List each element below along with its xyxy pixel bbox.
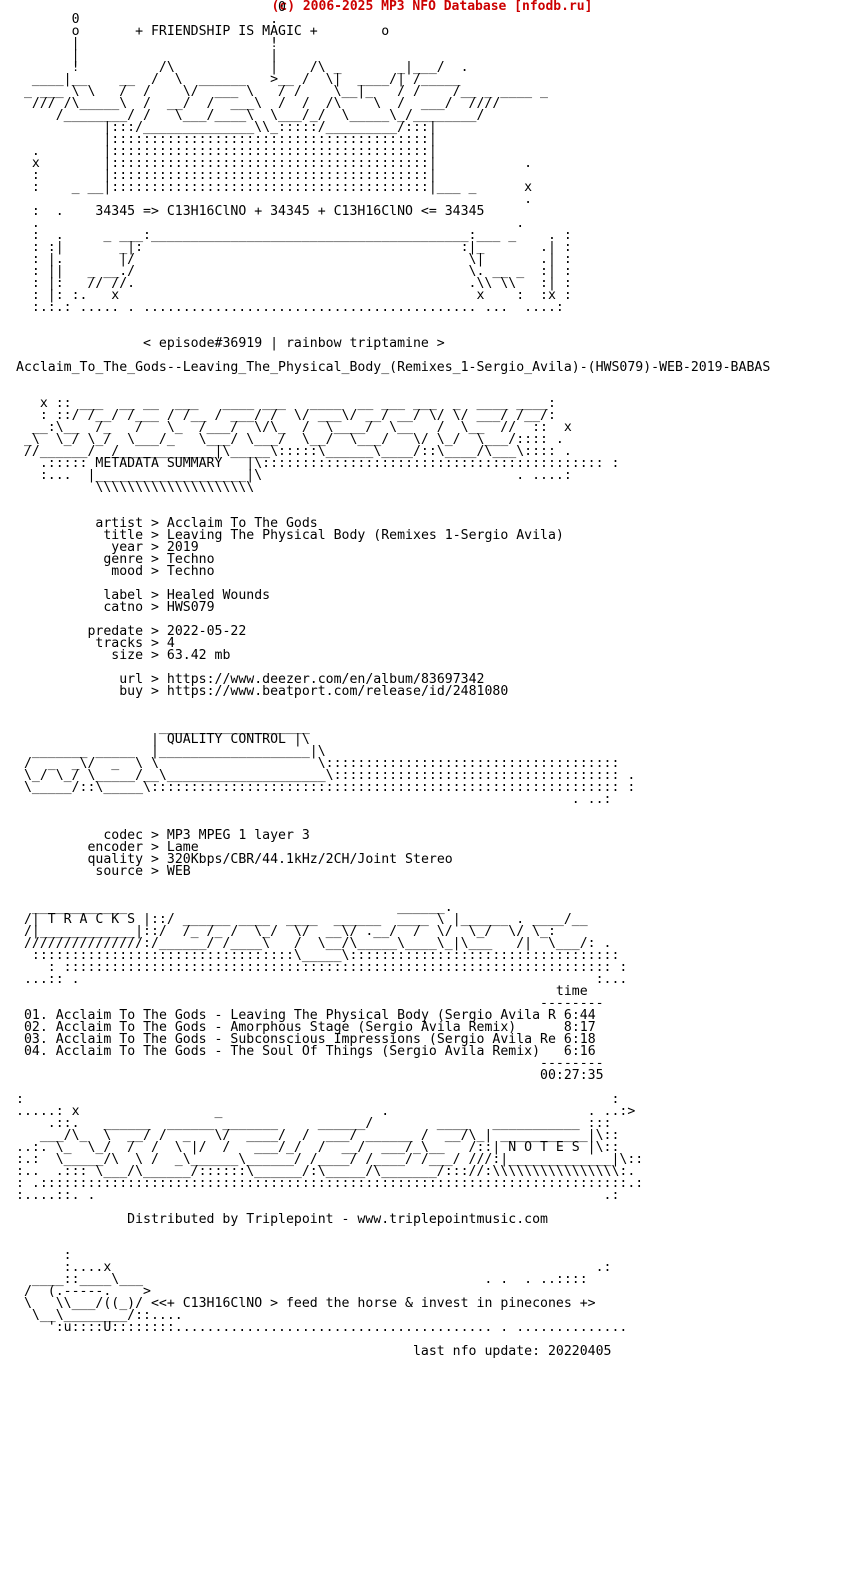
quality-row: encoder > Lame [87, 840, 199, 855]
last-update: last nfo update: 20220405 [412, 1344, 612, 1359]
tracks-section-title: T R A C K S [47, 912, 136, 927]
metadata-row: title > Leaving The Physical Body (Remixes 1-Sergio Avila) [103, 528, 564, 543]
footer-tagline: <<+ C13H16ClNO > feed the horse & invest in pinecones +> [150, 1296, 596, 1311]
metadata-block [16, 516, 564, 699]
metadata-row: artist > Acclaim To The Gods [95, 516, 318, 531]
notes-text: Distributed by Triplepoint - www.triplepointmusic.com [127, 1212, 548, 1227]
quality-art: ___________________ | QUALITY CONTROL |\ _______ _____ |___________________|\ / _ _\/ _ \ \ \::::::::::::::::::::::::::::::::::::: \_/ \_/ \_____/__\____________________\:::::::::::::::::::::::::::::::::::: . \_____/::\_____\::::::::::::::::::::::::::::::::::::::::::::::::::::::::::: : . ..: [23, 720, 636, 807]
metadata-row: predate > 2022-05-22 [87, 624, 247, 639]
metadata-row: mood > Techno [111, 564, 215, 579]
release-name: Acclaim_To_The_Gods--Leaving_The_Physical_Body_(Remixes_1-Sergio_Avila)-(HWS079)-WEB-2019-BABAS [16, 360, 771, 375]
footer-art: : :....x .: ____::____\___ . . . ..:::: / (.-----. > \ \\___/((_)/ <<+ C13H16ClNO > feed the horse & invest in pinecones +> \__\________/::.... ':u::::U::::::::........................................ . .............. [23, 1248, 628, 1335]
metadata-row: url > https://www.deezer.com/en/album/83697342 [119, 672, 485, 687]
nfo-document: 0 0 . o + FRIENDSHIP IS MAGIC + o | ! | | ! /\ | /\ _ _|___/ . ____|__ __ / \ ______ >__ / \| ____/| /_____ _ ___ \ \ / / \/ ___ \ / / \__|_ / / /__ _ ____ _ /// /\_____\ / __/ / ___\ / / /\ \ / ___/ //// /________/ / \___/____\ \___/_/ \_____\_/________/ |:::/______________\\_:::::/_________/:::| |::::::::::::::::::::::::::::::::::::::::| . |::::::::::::::::::::::::::::::::::::::::| x |::::::::::::::::::::::::::::::::::::::::| . : |::::::::::::::::::::::::::::::::::::::::| : _ __|::::::::::::::::::::::::::::::::::::::::|___ _ x . : . 34345 => C13H16ClNO + 34345 + C13H16ClNO <= 34345 . . : . _ ___:________________________________________:___ _ . : : :| _|: :|_ .| : : |. |/ \| .| : : || _ __./ \. __ _ :| : : |: // //. .\\ \\ :| : : |: :. x x : :x : :.:.: ..... . .......................................... ... ....: < episode#36919 | rainbow triptamine > Acclaim_To_The_Gods--Leaving_The_Physical_Body_(Remixes_1-Sergio_Avila)-(HWS079)-WEB-2019-BABAS x :: ___ __ __ ___ ____ ___ ____ __ ___ ___ _ ____ ____: : ::/ /__/ /___ / /__ / ___/ / \/ ___\/ __/ __/ \/ \/ ___/ /__/: __:\__ /_ / \_ /___/ \/\_ / \____/ \__ / \__ // :: x _\ \_/ \_/ \___/_ \___/ \___/ \__/ \___/ \/ \_/ \___/:::: . //______/ /____________|\_____\:::::\______\____/::\____/\___\:::: . .::::: METADATA SUMMARY |\::::::::::::::::::::::::::::::::::::::::::: : :... |___________________|\ . ....: \\\\\\\\\\\\\\\\\\\\ artist > Acclaim To The Gods title > Leaving The Physical Body (Remixes 1-Sergio Avila) year > 2019 genre > Techno mood > Techno label > Healed Wounds catno > HWS079 predate > 2022-05-22 tracks > 4 size > 63.42 mb url > https://www.deezer.com/en/album/83697342 buy > https://www.beatport.com/release/id/2481080 ___________________ | QUALITY CONTROL |\ _______ _____ |___________________|\ / _ _\/ _ \ \ \::::::::::::::::::::::::::::::::::::: \_/ \_/ \_____/__\____________________\:::::::::::::::::::::::::::::::::::: . \_____/::\_____\::::::::::::::::::::::::::::::::::::::::::::::::::::::::::: : . ..: codec > MP3 MPEG 1 layer 3 encoder > Lame quality > 320Kbps/CBR/44.1kHz/2CH/Joint Stereo source > WEB ____________ ______. /| T R A C K S |::/ ______ ____ ____ ______ ____ \ |______ . ____/__ /|____________|::/ /_ /_ / \_/ \/ __\/ .__/ / \/ \_/ \/ \_: ///////////////:/______/ /____\ / \__/\_____\____\_|\___ /| \___/: . :::::::::::::::::::::::::::::::::\_____\:::::::::::::::::::::::::::::::::: : ::::::::::::::::::::::::::::::::::::::::::::::::::::::::::::::::::::: : ...:: . :... time -------- 01. Acclaim To The Gods - Leaving The Physical Body (Sergio Avila R 6:44 02. Acclaim To The Gods - Amorphous Stage (Sergio Avila Remix) 8:17 03. Acclaim To The Gods - Subconscious Impressions (Sergio Avila Re 6:18 04. Acclaim To The Gods - The Soul Of Things (Sergio Avila Remix) 6:16 -------- 00:27:35 : : .....: x _ . . ..:> .::. ______ ______ _______ ______/ ____ ___________ ::: ___/\_ \ __/ / _ \/ ____/ / ___/ ______ / __/\_| ___________|\:: ..:. \_ \_/ / / \ |/ / ___/_/ / __/ ___/_\__ /::| N O T E S |\:: :.: \_____/\ \ / _\______\______/ /____/ /____/ /___/ ///:|_____________|\:: :.. .::: \___/\______/::::::\______/:\_____/\_______/::://:\\\\\\\\\\\\\\\\:. : .::::::::::::::::::::::::::::::::::::::::::::::::::::::::::::::::::::::::::.: :....::. . .: Distributed by Triplepoint - www.triplepointmusic.com : :....x .: ____::____\___ . . . ..:::: / (.-----. > \ \\___/((_)/ <<+ C13H16ClNO > feed the horse & invest in pinecones +> \__\________/::.... ':u::::U::::::::........................................ . .............. last nfo update: 20220405 [16, 0, 771, 1359]
track-row: 01. Acclaim To The Gods - Leaving The Physical Body (Sergio Avila R 6:44 [23, 1008, 596, 1023]
episode-line: < episode#36919 | rainbow triptamine > [143, 336, 445, 351]
quality-row: quality > 320Kbps/CBR/44.1kHz/2CH/Joint Stereo [87, 852, 453, 867]
header-art: 0 0 . o + FRIENDSHIP IS MAGIC + o | ! | | ! /\ | /\ _ _|___/ . ____|__ __ / \ ______ >__ / \| ____/| /_____ _ ___ \ \ / / \/ ___ \ / / \__|_ / / /__ _ ____ _ /// /\_____\ / __/ / ___\ / / /\ \ / ___/ //// /________/ / \___/____\ \___/_/ \_____\_/________/ |:::/______________\\_:::::/_________/:::| |::::::::::::::::::::::::::::::::::::::::| . |::::::::::::::::::::::::::::::::::::::::| x |::::::::::::::::::::::::::::::::::::::::| . : |::::::::::::::::::::::::::::::::::::::::| : _ __|::::::::::::::::::::::::::::::::::::::::|___ _ x . : . 34345 => C13H16ClNO + 34345 + C13H16ClNO <= 34345 . . : . _ ___:________________________________________:___ _ . : : :| _|: :|_ .| : : |. |/ \| .| : : || _ __./ \. __ _ :| : : |: // //. .\\ \\ :| : : |: :. x x : :x : :.:.: ..... . .......................................... ... ....: [23, 0, 572, 315]
quality-section-title: QUALITY CONTROL [166, 732, 286, 747]
header-formula: 34345 => C13H16ClNO + 34345 + C13H16ClNO <= 34345 [95, 204, 485, 219]
metadata-row: tracks > 4 [95, 636, 175, 651]
time-column-header: time [555, 984, 588, 999]
track-row: 02. Acclaim To The Gods - Amorphous Stage (Sergio Avila Remix) 8:17 [23, 1020, 596, 1035]
track-row: 03. Acclaim To The Gods - Subconscious Impressions (Sergio Avila Re 6:18 [23, 1032, 596, 1047]
tracklist [16, 1008, 596, 1059]
notes-art: : : .....: x _ . . ..:> .::. ______ ______ _______ ______/ ____ ___________ ::: ___/\_ \ __/ / _ \/ ____/ / ___/ ______ / __/\_| ___________|\:: ..:. \_ \_/ / / \ |/ / ___/_/ / __/ ___/_\__ /::| N O T E S |\:: :.: \_____/\ \ / _\______\______/ /____/ /____/ /___/ ///:|_____________|\:: :.. .::: \___/\______/::::::\______/:\_____/\_______/::://:\\\\\\\\\\\\\\\\:. : .::::::::::::::::::::::::::::::::::::::::::::::::::::::::::::::::::::::::::.: :....::. . .: [16, 1092, 644, 1203]
notes-section-title: N O T E S [508, 1140, 580, 1155]
metadata-row: buy > https://www.beatport.com/release/id/2481080 [119, 684, 509, 699]
metadata-row: genre > Techno [103, 552, 215, 567]
metadata-row: catno > HWS079 [103, 600, 215, 615]
metadata-row: year > 2019 [111, 540, 199, 555]
quality-block [16, 828, 453, 879]
total-time: 00:27:35 [540, 1068, 604, 1083]
metadata-row: size > 63.42 mb [111, 648, 231, 663]
track-row: 04. Acclaim To The Gods - The Soul Of Things (Sergio Avila Remix) 6:16 [23, 1044, 596, 1059]
header-slogan: + FRIENDSHIP IS MAGIC + [135, 24, 318, 39]
quality-row: codec > MP3 MPEG 1 layer 3 [103, 828, 310, 843]
quality-row: source > WEB [95, 864, 191, 879]
metadata-section-title: METADATA SUMMARY [95, 456, 223, 471]
tracks-art: ____________ ______. /| T R A C K S |::/ ______ ____ ____ ______ ____ \ |______ . ____/__ /|____________|::/ /_ /_ / \_/ \/ __\/ .__/ / \/ \_/ \/ \_: ///////////////:/______/ /____\ / \__/\_____\____\_|\___ /| \___/: . :::::::::::::::::::::::::::::::::\_____\:::::::::::::::::::::::::::::::::: : ::::::::::::::::::::::::::::::::::::::::::::::::::::::::::::::::::::: : ...:: . :... [23, 900, 628, 987]
metadata-row: label > Healed Wounds [103, 588, 271, 603]
nfodb-banner: (c) 2006-2025 MP3 NFO Database [nfodb.ru] [271, 0, 593, 14]
